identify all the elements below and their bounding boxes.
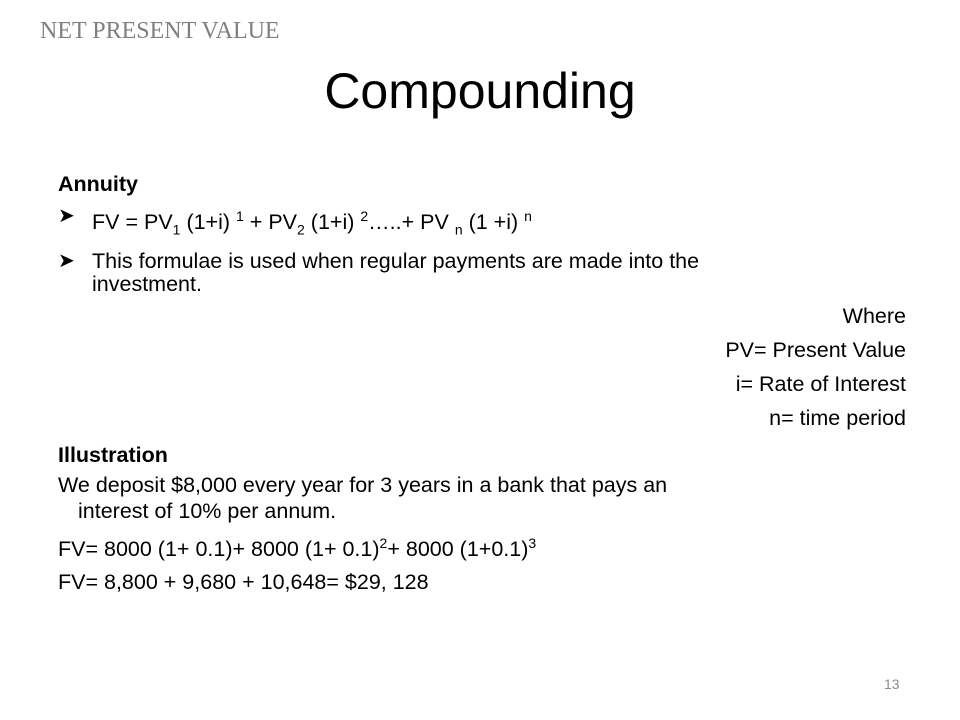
formula-bullet [58,200,906,245]
section-header-label: NET PRESENT VALUE [40,18,280,44]
illustration-text: We deposit $8,000 every year for 3 years in a bank that pays an interest of 10% per annum. [58,473,668,524]
where-legend [58,299,906,435]
usage-text: This formulae is used when regular payments are made into the investment. [92,249,700,297]
arrow-bullet-icon: ➤ [58,250,75,273]
slide-body [58,168,906,596]
where-n: n= time period [769,406,906,431]
usage-bullet [58,245,906,295]
fv-result: FV= 8,800 + 9,680 + 10,648= $29, 128 [58,569,429,594]
fv-calculation: FV= 8000 (1+ 0.1)+ 8000 $(1+ 0.1)^2+ 8000$ $(1+0.1)^3$ [58,535,537,562]
where-pv: PV= Present Value [725,338,906,363]
illustration-heading: Illustration [58,443,168,468]
arrow-bullet-icon: ➤ [58,205,75,227]
page-number: 13 [884,676,900,692]
where-label: Where [842,304,906,329]
slide-title: Compounding [324,63,636,119]
where-i: i= Rate of Interest [735,372,906,397]
annuity-heading: Annuity [58,172,139,196]
annuity-formula: FV = $PV_1$ (1+i) $^1 + PV_2$ (1+i) $^2$…..+ PV $_n$ (1 +i) $^n$ [92,208,532,238]
